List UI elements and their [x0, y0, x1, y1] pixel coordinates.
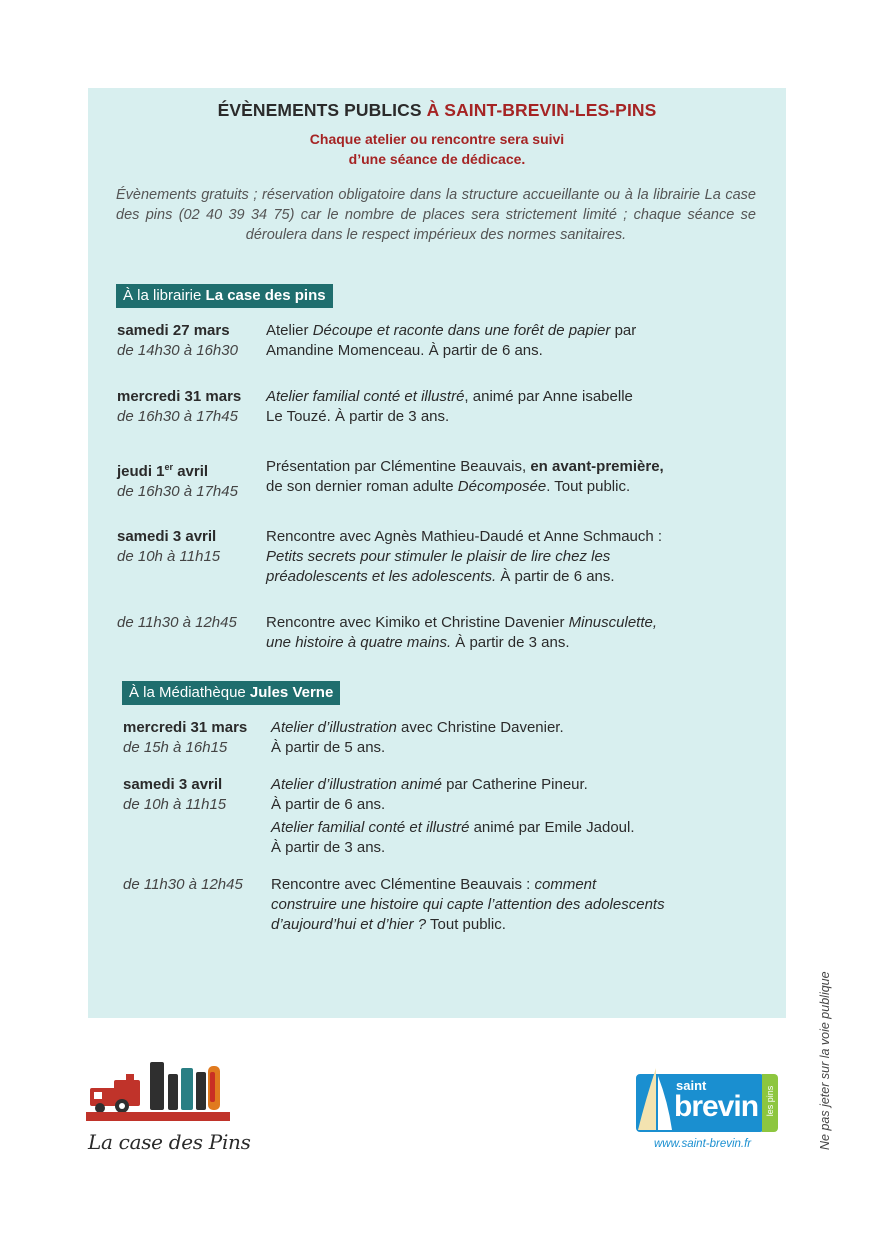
- med-event-desc-1: [271, 718, 564, 758]
- event-time: de 10h à 11h15: [123, 796, 227, 813]
- tag-prefix: À la Médiathèque: [129, 684, 250, 701]
- case-des-pins-logo: [86, 1058, 251, 1158]
- desc-text: Tout public.: [426, 916, 506, 933]
- event-day: samedi 27 mars: [117, 322, 230, 339]
- med-event-desc-2: [271, 775, 635, 858]
- event-date-1: [117, 321, 238, 361]
- day-text: avril: [173, 463, 209, 480]
- desc-text: Atelier: [266, 322, 313, 339]
- desc-text: de son dernier roman adulte: [266, 478, 458, 495]
- med-event-date-3: [123, 875, 243, 895]
- section-tag-librairie: [116, 284, 333, 308]
- desc-title: construire une histoire qui capte l’attention des adolescents: [271, 896, 665, 913]
- page-title: [88, 100, 786, 121]
- desc-text: par: [610, 322, 637, 339]
- desc-title: Atelier familial conté et illustré: [271, 819, 470, 836]
- desc-title: Atelier d’illustration: [271, 719, 397, 736]
- subtitle-line-2: d’une séance de dédicace.: [348, 151, 526, 167]
- title-part-1: ÉVÈNEMENTS PUBLICS: [217, 100, 427, 120]
- desc-text: À partir de 6 ans.: [271, 796, 386, 813]
- med-event-date-1: [123, 718, 247, 758]
- desc-text: , animé par Anne isabelle: [464, 388, 633, 405]
- desc-text: Amandine Momenceau. À partir de 6 ans.: [266, 342, 543, 359]
- desc-text: avec Christine Davenier.: [396, 719, 564, 736]
- subtitle-line-1: Chaque atelier ou rencontre sera suivi: [309, 131, 565, 147]
- event-day: mercredi 31 mars: [123, 719, 248, 736]
- desc-text: À partir de 3 ans.: [271, 839, 386, 856]
- event-day: mercredi 31 mars: [117, 388, 242, 405]
- event-desc-2: [266, 387, 633, 427]
- desc-text: À partir de 5 ans.: [271, 739, 386, 756]
- event-date-4: [117, 527, 220, 567]
- event-day: [117, 457, 238, 482]
- desc-title: Minusculette,: [568, 614, 658, 631]
- desc-title: préadolescents et les adolescents.: [266, 568, 497, 585]
- event-desc-4: [266, 527, 662, 587]
- desc-text: animé par Emile Jadoul.: [469, 819, 635, 836]
- desc-title: Découpe et raconte dans une forêt de papier: [312, 322, 611, 339]
- desc-title: une histoire à quatre mains.: [266, 634, 452, 651]
- desc-text: . Tout public.: [546, 478, 631, 495]
- med-event-desc-3: [271, 875, 665, 935]
- event-time: de 10h à 11h15: [117, 548, 221, 565]
- event-time: de 15h à 16h15: [123, 739, 228, 756]
- desc-title: d’aujourd’hui et d’hier ?: [271, 916, 427, 933]
- event-desc-3: [266, 457, 664, 497]
- desc-text: Rencontre avec Clémentine Beauvais :: [271, 876, 535, 893]
- events-panel: [88, 88, 786, 1018]
- desc-title: comment: [534, 876, 597, 893]
- med-event-date-2: [123, 775, 226, 815]
- desc-text: par Catherine Pineur.: [441, 776, 588, 793]
- logo-lespins-text: les pins: [765, 1085, 775, 1117]
- logo-brevin-text: brevin: [674, 1090, 759, 1123]
- logo-saint-text: saint: [676, 1078, 707, 1093]
- sail-icon: [636, 1068, 676, 1134]
- event-time: de 11h30 à 12h45: [117, 614, 237, 631]
- event-desc-5: [266, 613, 657, 653]
- desc-title: Décomposée: [457, 478, 547, 495]
- logo-url-text: www.saint-brevin.fr: [654, 1138, 752, 1150]
- event-time: de 16h30 à 17h45: [117, 408, 238, 425]
- day-text: jeudi 1: [117, 463, 165, 480]
- desc-text: Présentation par Clémentine Beauvais,: [266, 458, 531, 475]
- event-day: samedi 3 avril: [123, 776, 223, 793]
- day-sup: er: [164, 462, 174, 472]
- event-time: de 14h30 à 16h30: [117, 342, 238, 359]
- desc-text: À partir de 6 ans.: [496, 568, 615, 585]
- tag-name: La case des pins: [205, 287, 326, 304]
- desc-title: Atelier d’illustration animé: [271, 776, 442, 793]
- desc-title: Atelier familial conté et illustré: [266, 388, 465, 405]
- section-tag-mediatheque: [122, 681, 340, 705]
- title-part-2: À SAINT-BREVIN-LES-PINS: [426, 100, 657, 120]
- case-des-pins-logo-text: La case des Pins: [88, 1130, 251, 1154]
- intro-text: Évènements gratuits ; réservation obligatoire dans la structure accueillante ou à la librairie La case des pins (02 40 39 34 75) car le nombre de places sera strictement limité ; chaque séance se déroulera dans le respect impérieux des normes sanitaires.: [116, 187, 756, 243]
- side-note: Ne pas jeter sur la voie publique: [818, 971, 832, 1150]
- tag-prefix: À la librairie: [123, 287, 206, 304]
- desc-text: Rencontre avec Kimiko et Christine Davenier: [266, 614, 569, 631]
- desc-text: Le Touzé. À partir de 3 ans.: [266, 408, 450, 425]
- event-day: samedi 3 avril: [117, 528, 217, 545]
- desc-text: Rencontre avec Agnès Mathieu-Daudé et Anne Schmauch :: [266, 528, 663, 545]
- event-date-2: [117, 387, 241, 427]
- saint-brevin-logo: [634, 1068, 784, 1158]
- desc-title: Petits secrets pour stimuler le plaisir de lire chez les: [266, 548, 611, 565]
- desc-bold: en avant-première,: [530, 458, 664, 475]
- event-desc-1: [266, 321, 636, 361]
- subtitle: [88, 129, 786, 169]
- tag-name: Jules Verne: [249, 684, 334, 701]
- desc-text: À partir de 3 ans.: [451, 634, 570, 651]
- event-time: de 11h30 à 12h45: [123, 876, 243, 893]
- event-time: de 16h30 à 17h45: [117, 483, 238, 500]
- event-date-5: [117, 613, 237, 633]
- event-date-3: [117, 457, 238, 502]
